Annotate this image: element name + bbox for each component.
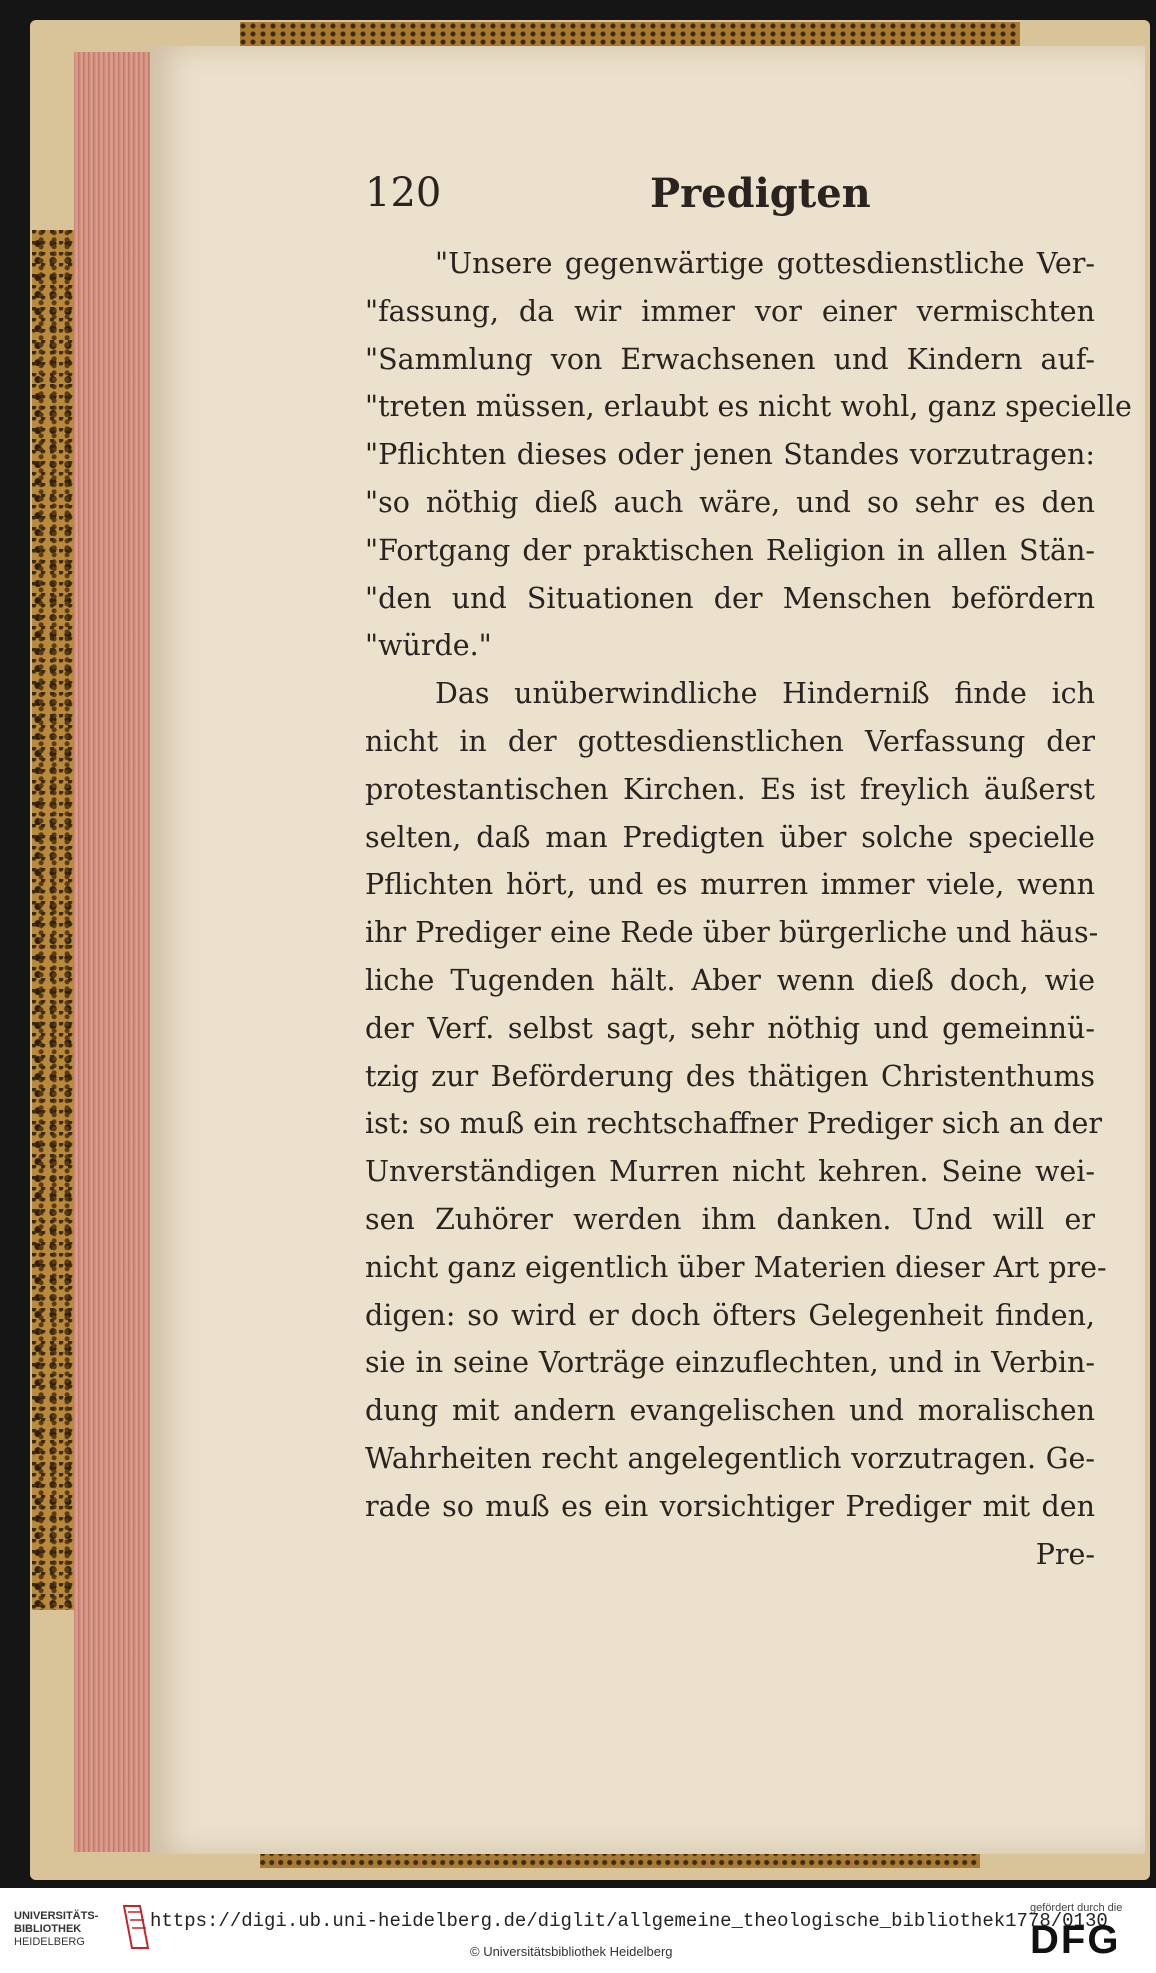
running-title: Predigten (650, 170, 871, 217)
text-line: Pflichten hört, und es murren immer viele, wenn (365, 868, 1095, 902)
text-line: Das unüberwindliche Hinderniß finde ich (435, 677, 1095, 711)
text-line: tzig zur Beförderung des thätigen Christenthums (365, 1059, 1095, 1093)
text-line: ist: so muß ein rechtschaffner Prediger sich an der (365, 1107, 1102, 1141)
text-line: Unverständigen Murren nicht kehren. Seine wei- (365, 1155, 1095, 1189)
text-line: "treten müssen, erlaubt es nicht wohl, ganz specielle (365, 390, 1132, 424)
copyright-notice: © Universitätsbibliothek Heidelberg (470, 1944, 673, 1959)
page-header (365, 170, 1085, 220)
text-line: liche Tugenden hält. Aber wenn dieß doch, wie (365, 963, 1095, 997)
text-line: sie in seine Vorträge einzuflechten, und in Verbin- (365, 1346, 1095, 1380)
text-line: dung mit andern evangelischen und moralischen (365, 1394, 1095, 1428)
text-line: selten, daß man Predigten über solche specielle (365, 820, 1095, 854)
library-logo[interactable] (14, 1910, 124, 1949)
library-name-line: BIBLIOTHEK (14, 1923, 82, 1935)
text-line: "den und Situationen der Menschen befördern (365, 581, 1095, 615)
text-line: "Fortgang der praktischen Religion in allen Stän- (365, 533, 1095, 567)
text-line: Wahrheiten recht angelegentlich vorzutragen. Ge- (365, 1441, 1095, 1475)
text-line: ihr Prediger eine Rede über bürgerliche und häus- (365, 916, 1099, 950)
text-line: digen: so wird er doch öfters Gelegenheit finden, (365, 1298, 1095, 1332)
dfg-logo[interactable]: DFG (1030, 1918, 1121, 1962)
text-line: "würde." (365, 629, 492, 663)
text-line: nicht in der gottesdienstlichen Verfassung der (365, 724, 1095, 758)
library-emblem-icon (118, 1902, 154, 1952)
marbled-board-top (240, 22, 1020, 46)
text-line: "so nöthig dieß auch wäre, und so sehr es den (365, 485, 1095, 519)
text-line: "Sammlung von Erwachsenen und Kindern auf- (365, 342, 1095, 376)
text-line: "Pflichten dieses oder jenen Standes vorzutragen: (365, 438, 1095, 472)
text-line: "Unsere gegenwärtige gottesdienstliche Ver- (435, 247, 1095, 280)
text-line: nicht ganz eigentlich über Materien dieser Art pre- (365, 1250, 1107, 1284)
library-name-line: UNIVERSITÄTS- (14, 1910, 99, 1922)
page-number: 120 (365, 170, 442, 216)
catchword: Pre- (1035, 1537, 1095, 1571)
text-line: "fassung, da wir immer vor einer vermischten (365, 294, 1095, 328)
body-text (365, 240, 1132, 1578)
funding-note: gefördert durch die (1030, 1902, 1123, 1914)
marbled-board-left (32, 230, 80, 1610)
permalink-url[interactable]: https://digi.ub.uni-heidelberg.de/diglit/allgemeine_theologische_bibliothek1778/0130 (150, 1910, 1108, 1932)
text-line: sen Zuhörer werden ihm danken. Und will er (365, 1202, 1095, 1236)
text-line: der Verf. selbst sagt, sehr nöthig und gemeinnü- (365, 1011, 1095, 1045)
library-name-line: HEIDELBERG (14, 1936, 85, 1948)
viewer-footer (0, 1888, 1156, 1973)
text-line: protestantischen Kirchen. Es ist freylich äußerst (365, 772, 1095, 806)
text-line: rade so muß es ein vorsichtiger Prediger mit den (365, 1489, 1095, 1523)
